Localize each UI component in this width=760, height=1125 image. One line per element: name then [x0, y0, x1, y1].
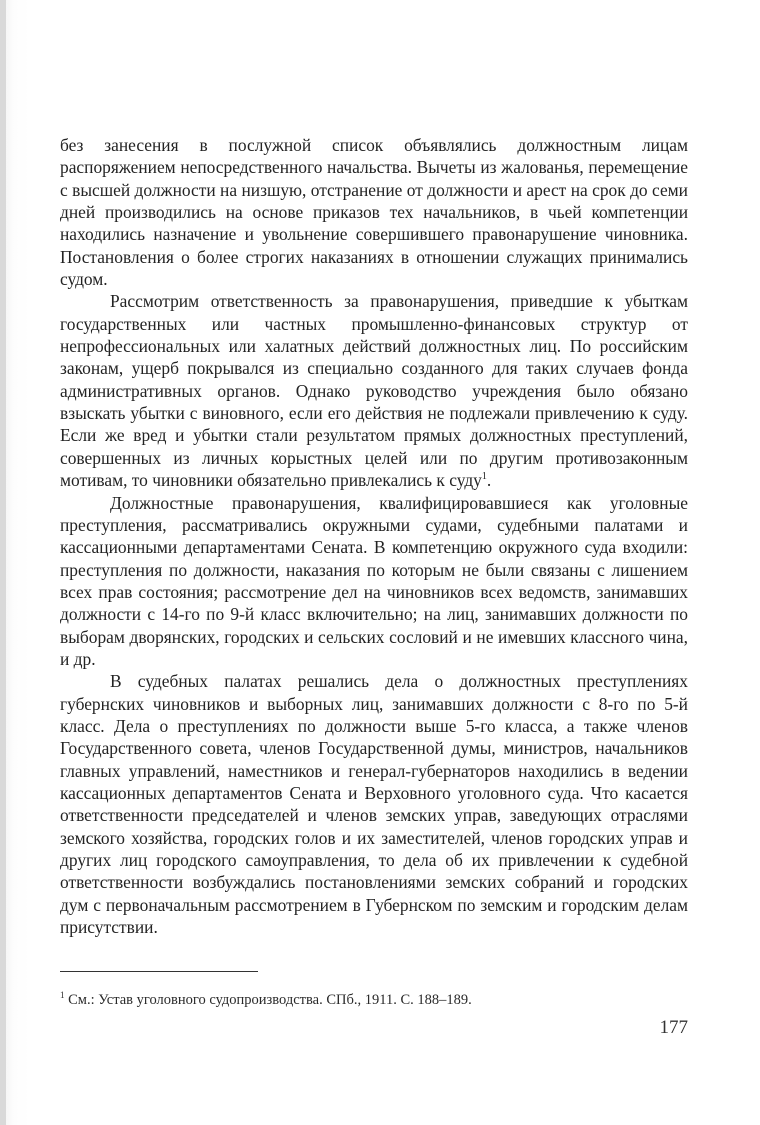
paragraph-1-text: без занесения в послужной список объявлялись должностным лицам распоряжением непосредственного начальства. Вычеты из жалованья, перемещение с высшей должности на низшую, отстранение от должности и арест на срок до семи дней производились на основе приказов тех начальников, в чьей компетенции находились назначение и увольнение совершившего правонарушение чиновника. Постановления о более строгих наказаниях в отношении служащих принимались судом. [60, 135, 688, 290]
paragraph-3-text: Должностные правонарушения, квалифицировавшиеся как уголовные преступления, рассматривались окружными судами, судебными палатами и кассационными департаментами Сената. В компетенцию окружного суда входили: преступления по должности, наказания по которым не были связаны с лишением всех прав состояния; рассмотрение дел на чиновников всех ведомств, занимавших должности с 14-го по 9-й класс включительно; на лиц, занимавших должности по выборам дворянских, городских и сельских сословий и не имевших классного чина, и др. [60, 492, 688, 669]
footnote-text: См.: Устав уголовного судопроизводства. СПб., 1911. С. 188–189. [64, 992, 472, 1008]
paragraph-3 [60, 492, 688, 671]
paragraph-4 [60, 670, 688, 938]
paragraph-1 [60, 134, 688, 290]
paragraph-2 [60, 290, 688, 491]
footnote-reference[interactable]: 1 [481, 471, 487, 483]
paragraph-2-text: Рассмотрим ответственность за правонарушения, приведшие к убыткам государственных или частных промышленно-финансовых структур от непрофессиональных или халатных действий должностных лиц. По российским законам, ущерб покрывался из специально созданного для таких случаев фонда административных органов. Однако руководство учреждения было обязано взыскать убытки с виновного, если его действия не подлежали привлечению к суду. Если же вред и убытки стали результатом прямых должностных преступлений, совершенных из личных корыстных целей или по другим противозаконным мотивам, то чиновники обязательно привлекались к суду [60, 291, 688, 491]
body-text [60, 134, 688, 938]
paragraph-4-text: В судебных палатах решались дела о должностных преступлениях губернских чиновников и выборных лиц, занимавших должности с 8-го по 5-й класс. Дела о преступлениях по должности выше 5-го класса, а также членов Государственного совета, членов Государственной думы, министров, начальников главных управлений, наместников и генерал-губернаторов находились в ведении кассационных департаментов Сената и Верховного уголовного суда. Что касается ответственности председателей и членов земских управ, заведующих отраслями земского хозяйства, городских голов и их заместителей, членов городских управ и других лиц городского самоуправления, то дела об их привлечении к судебной ответственности возбуждались постановлениями земских собраний и городских дум с первоначальным рассмотрением в Губернском по земским и городским делам присутствии. [60, 671, 688, 938]
paragraph-2-tail: . [486, 470, 492, 491]
page-number: 177 [659, 1017, 688, 1038]
footnote-separator [60, 971, 258, 972]
footnote-marker: 1 [60, 990, 65, 1001]
footnote [60, 991, 688, 1009]
page-edge-shadow [0, 0, 6, 1125]
